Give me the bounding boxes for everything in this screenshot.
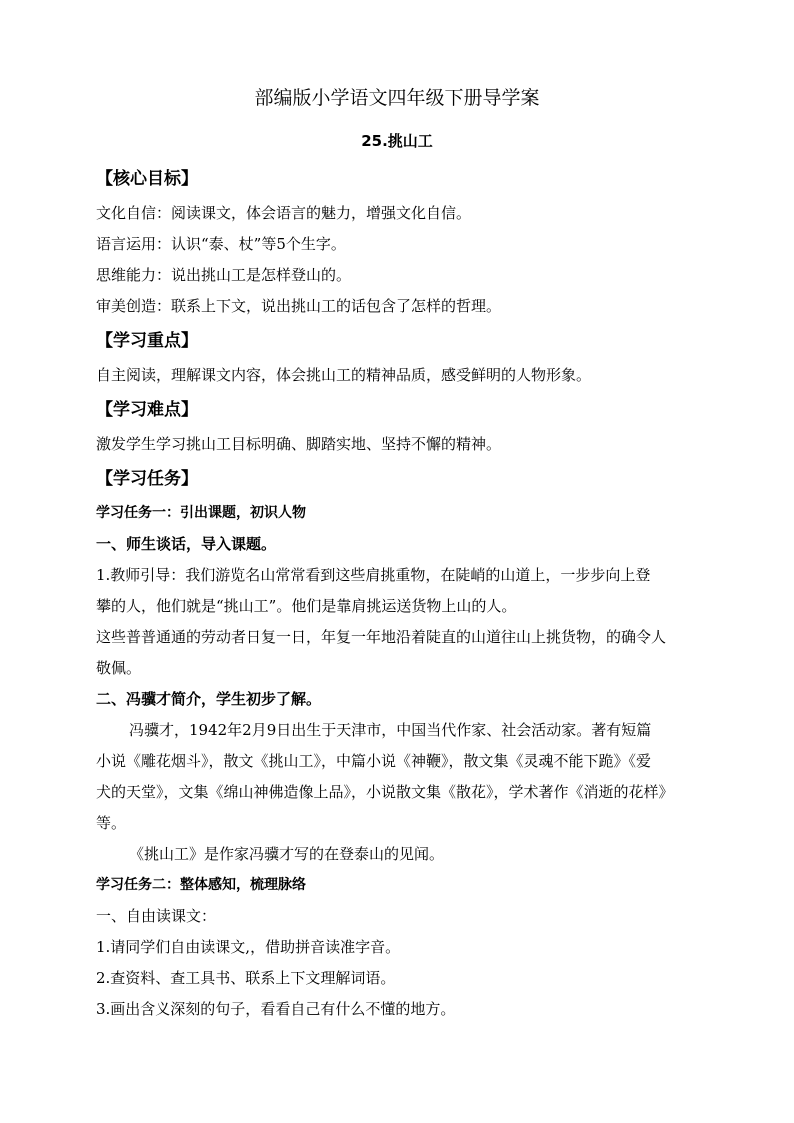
task-1-part-1-line: 攀的人，他们就是“挑山工”。他们是靠肩挑运送货物上山的人。: [96, 597, 517, 615]
author-bio-line: 冯骥才，1942年2月9日出生于天津市，中国当代作家、社会活动家。著有短篇: [129, 721, 652, 739]
task-1-part-1-line: 1.教师引导：我们游览名山常常看到这些肩挑重物，在陡峭的山道上，一步步向上登: [96, 566, 651, 584]
core-goal-line: 语言运用：认识“泰、杖”等5个生字。: [96, 235, 346, 253]
task-1-title: 学习任务一：引出课题，初识人物: [96, 505, 306, 521]
core-goal-line: 文化自信：阅读课文，体会语言的魅力，增强文化自信。: [96, 204, 472, 222]
key-point-line: 自主阅读，理解课文内容，体会挑山工的精神品质，感受鲜明的人物形象。: [96, 366, 592, 384]
core-goals-heading: 【核心目标】: [96, 169, 198, 189]
key-points-heading: 【学习重点】: [96, 331, 198, 351]
task-2-title: 学习任务二：整体感知，梳理脉络: [96, 877, 306, 893]
document-body: [96, 164, 716, 1025]
task-2-step: 3.画出含义深刻的句子，看看自己有什么不懂的地方。: [96, 1000, 456, 1018]
task-1-part-1-heading: 一、师生谈话，导入课题。: [96, 535, 277, 553]
difficulties-heading: 【学习难点】: [96, 400, 198, 420]
task-2-part-1-heading: 一、自由读课文：: [96, 907, 217, 925]
difficulty-line: 激发学生学习挑山工目标明确、脚踏实地、坚持不懈的精神。: [96, 435, 502, 453]
task-1-part-1-line: 敬佩。: [96, 659, 142, 677]
task-2-step: 1.请同学们自由读课文,，借助拼音读准字音。: [96, 938, 401, 956]
core-goal-line: 思维能力：说出挑山工是怎样登山的。: [96, 266, 352, 284]
task-2-step: 2.查资料、查工具书、联系上下文理解词语。: [96, 969, 396, 987]
author-bio-line: 等。: [96, 814, 127, 832]
author-bio-line: 小说《雕花烟斗》，散文《挑山工》，中篇小说《神鞭》，散文集《灵魂不能下跪》《爱: [96, 752, 652, 770]
tasks-heading: 【学习任务】: [96, 469, 198, 489]
core-goal-line: 审美创造：联系上下文，说出挑山工的话包含了怎样的哲理。: [96, 297, 502, 315]
task-1-part-2-heading: 二、冯骥才简介，学生初步了解。: [96, 690, 322, 708]
author-bio-line: 犬的天堂》，文集《绵山神佛造像上品》，小说散文集《散花》，学术著作《消逝的花样》: [96, 783, 674, 801]
author-note: 《挑山工》是作家冯骥才写的在登泰山的见闻。: [129, 845, 445, 863]
task-1-part-1-line: 这些普普通通的劳动者日复一日，年复一年地沿着陡直的山道往山上挑货物，的确令人: [96, 628, 667, 646]
document-title: 部编版小学语文四年级下册导学案: [254, 87, 540, 109]
lesson-title: 25.挑山工: [361, 132, 433, 150]
